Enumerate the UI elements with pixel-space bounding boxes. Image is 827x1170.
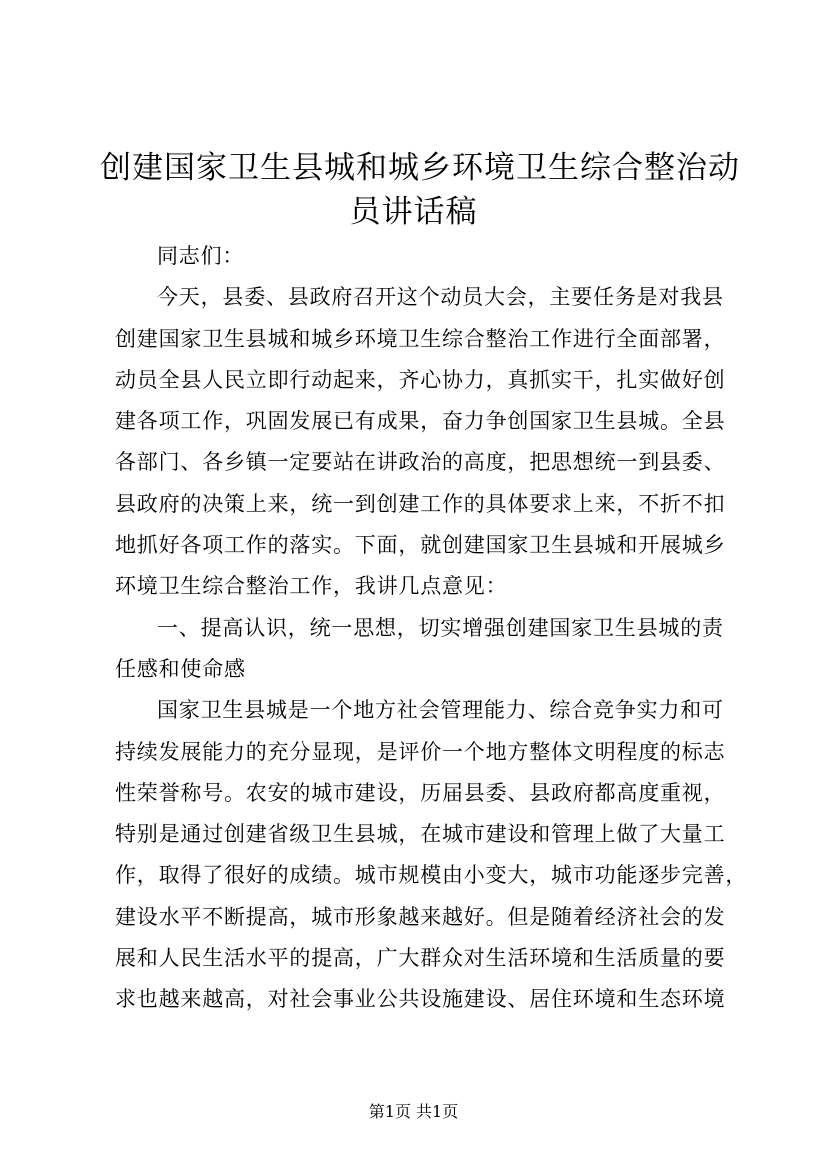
body-line: 创建国家卫生县城和城乡环境卫生综合整治工作进行全面部署， [115, 326, 726, 351]
body-line: 地抓好各项工作的落实。下面，就创建国家卫生县城和开展城乡 [115, 533, 726, 558]
title-line: 创建国家卫生县城和城乡环境卫生综合整治动 [100, 150, 740, 186]
body-line: 建各项工作，巩固发展已有成果，奋力争创国家卫生县城。全县 [115, 409, 726, 434]
body-line: 任感和使命感 [115, 656, 246, 681]
title-line: 员讲话稿 [349, 194, 478, 230]
body-line: 今天，县委、县政府召开这个动员大会，主要任务是对我县 [157, 285, 724, 310]
body-line: 持续发展能力的充分显现，是评价一个地方整体文明程度的标志 [115, 739, 726, 764]
body-line: 性荣誉称号。农安的城市建设，历届县委、县政府都高度重视， [115, 780, 726, 805]
body-line: 环境卫生综合整治工作，我讲几点意见： [115, 574, 508, 599]
body-line: 一、提高认识，统一思想，切实增强创建国家卫生县城的责 [157, 615, 724, 640]
body-line: 各部门、各乡镇一定要站在讲政治的高度，把思想统一到县委、 [115, 450, 726, 475]
document-title [100, 146, 740, 234]
body-line: 特别是通过创建省级卫生县城，在城市建设和管理上做了大量工 [115, 822, 726, 847]
body-line: 展和人民生活水平的提高，广大群众对生活环境和生活质量的要 [115, 946, 726, 971]
document-body [115, 236, 748, 1021]
body-line: 同志们： [157, 244, 245, 268]
body-line: 国家卫生县城是一个地方社会管理能力、综合竞争实力和可 [157, 698, 724, 723]
body-line: 动员全县人民立即行动起来，齐心协力，真抓实干，扎实做好创 [115, 367, 726, 392]
body-line: 县政府的决策上来，统一到创建工作的具体要求上来，不折不扣 [115, 491, 726, 516]
body-line: 作，取得了很好的成绩。城市规模由小变大，城市功能逐步完善， [115, 863, 748, 888]
page-footer: 第1页 共1页 [368, 1102, 459, 1121]
body-line: 建设水平不断提高，城市形象越来越好。但是随着经济社会的发 [115, 904, 726, 929]
body-line: 求也越来越高，对社会事业公共设施建设、居住环境和生态环境 [115, 987, 726, 1012]
